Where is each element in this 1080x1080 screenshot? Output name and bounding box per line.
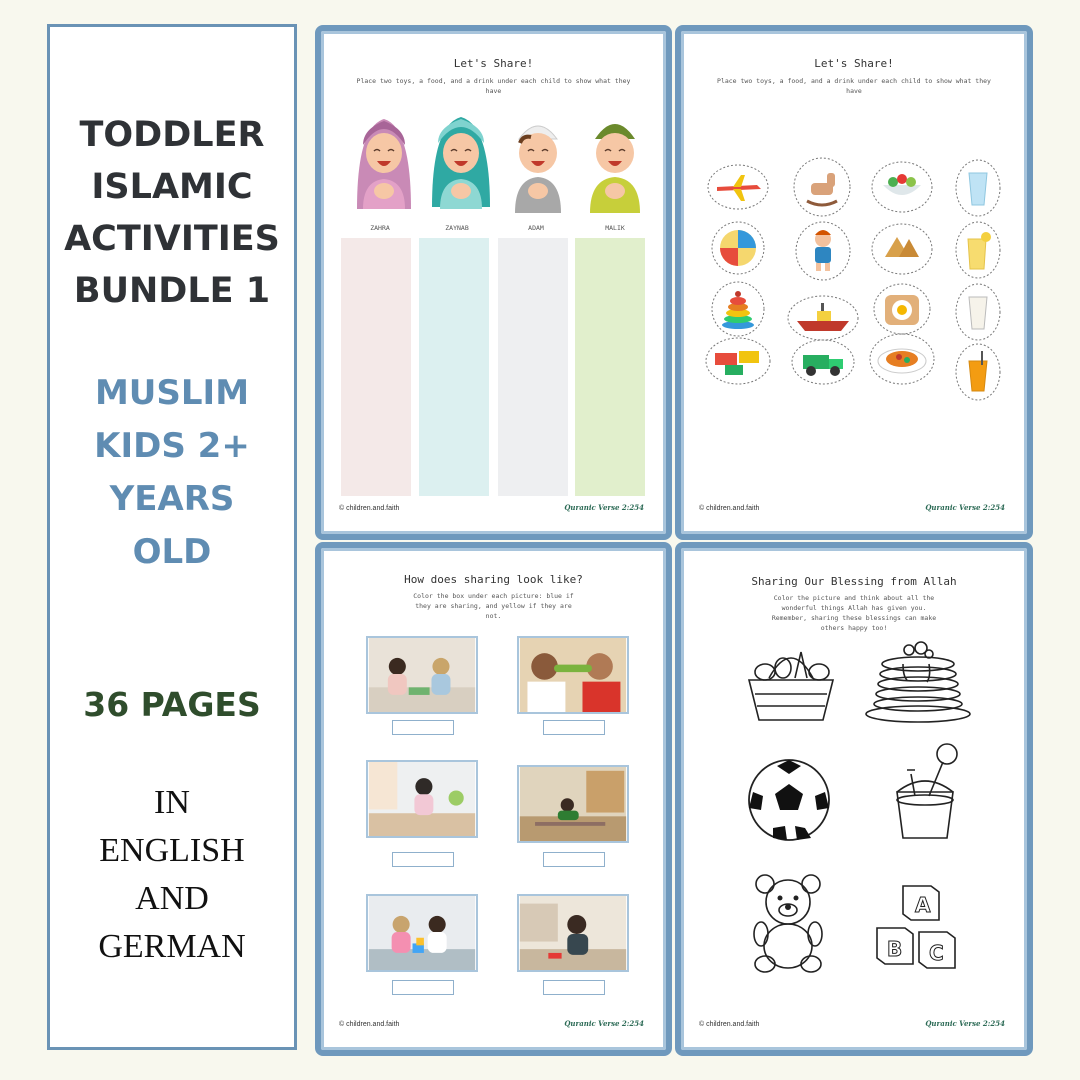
worksheet-instruction: Place two toys, a food, and a drink under each child to show what they have [717,77,991,95]
rocking-horse-icon[interactable] [793,157,851,217]
sand-bucket-icon[interactable] [885,740,965,844]
building-blocks-icon[interactable] [705,337,771,385]
child-name: ZAHRA [370,224,390,232]
color-box[interactable] [392,980,454,995]
color-box[interactable] [392,852,454,867]
abc-blocks-icon[interactable] [875,880,965,972]
orange-juice-icon[interactable] [955,343,1001,401]
verse-label: Quranic Verse 2:254 [925,503,1005,512]
child-name: MALIK [605,224,625,232]
subtitle-line: YEARS [109,479,235,519]
worksheet-sharing-photos [315,542,672,1056]
verse-label: Quranic Verse 2:254 [564,503,644,512]
salad-bowl-icon[interactable] [871,161,933,213]
toy-boat-icon[interactable] [787,295,859,341]
girl-at-table-photo [366,760,478,838]
drop-column-zahra[interactable] [341,238,411,496]
title-line: TODDLER [79,115,265,155]
worksheet-lets-share-children [315,25,672,540]
boy-with-train-photo [517,765,629,843]
girl-zahra-icon [349,109,419,219]
doll-icon[interactable] [795,221,851,281]
worksheet-title: Let's Share! [453,57,534,70]
stacking-rings-icon[interactable] [711,281,765,337]
block-letter-b: B [887,937,903,961]
pancakes-icon[interactable] [863,636,973,724]
worksheet-instruction: Color the box under each picture: blue if they are sharing, and yellow if they are not. [413,592,574,620]
worksheet-blessings-coloring [675,542,1033,1056]
boy-adam-icon [503,109,573,219]
bundle-title [50,109,294,317]
boy-malik-icon [580,109,650,219]
cover-panel [47,24,297,1050]
boy-playing-photo [517,894,629,972]
drop-column-malik[interactable] [575,238,645,496]
pasta-plate-icon[interactable] [869,333,935,385]
title-line: ACTIVITIES [64,219,280,259]
beach-ball-icon[interactable] [711,221,765,275]
color-box[interactable] [543,980,605,995]
kids-playing-photo [366,636,478,714]
block-letter-c: C [929,941,944,965]
color-box[interactable] [392,720,454,735]
title-line: ISLAMIC [91,167,253,207]
drop-column-adam[interactable] [498,238,568,496]
worksheet-title: Let's Share! [814,57,894,70]
subtitle-line: OLD [132,532,212,572]
child-name: ZAYNAB [445,224,469,232]
worksheet-lets-share-cutouts [675,25,1033,540]
teddy-bear-icon[interactable] [749,870,827,974]
milk-glass-icon[interactable] [955,283,1001,341]
child-name: ADAM [528,224,544,232]
color-box[interactable] [543,720,605,735]
verse-label: Quranic Verse 2:254 [564,1019,644,1028]
worksheet-title: Sharing Our Blessing from Allah [751,575,957,588]
worksheet-title: How does sharing look like? [404,573,583,586]
egg-toast-icon[interactable] [873,283,931,335]
kids-sharing-corn-photo [517,636,629,714]
block-letter-a: A [915,893,931,917]
language-note [50,779,294,971]
language-line: GERMAN [98,928,246,965]
brand-label: © children.and.faith [699,1021,760,1028]
worksheet-instruction: Place two toys, a food, and a drink under each child to show what they have [356,77,631,95]
girl-zaynab-icon [426,109,496,219]
subtitle-line: MUSLIM [94,373,250,413]
drop-column-zaynab[interactable] [419,238,489,496]
language-line: IN [154,784,190,821]
soccer-ball-icon[interactable] [745,756,833,844]
toy-truck-icon[interactable] [791,339,855,385]
page-count: 36 PAGES [83,685,261,724]
worksheet-instruction: Color the picture and think about all the wonderful things Allah has given you. Remember, sharing these blessings can make others happy too! [771,594,937,632]
kids-building-photo [366,894,478,972]
color-box[interactable] [543,852,605,867]
water-glass-icon[interactable] [955,159,1001,217]
vegetable-basket-icon[interactable] [739,638,843,726]
lemonade-icon[interactable] [955,221,1001,279]
language-line: AND [135,880,209,917]
subtitle-line: KIDS 2+ [94,426,250,466]
audience-subtitle [50,367,294,579]
verse-label: Quranic Verse 2:254 [925,1019,1005,1028]
brand-label: © children.and.faith [699,505,760,512]
brand-label: © children.and.faith [339,505,400,512]
language-line: ENGLISH [99,832,245,869]
title-line: BUNDLE 1 [73,271,271,311]
airplane-icon[interactable] [707,163,769,211]
samosa-icon[interactable] [871,223,933,275]
brand-label: © children.and.faith [339,1021,400,1028]
